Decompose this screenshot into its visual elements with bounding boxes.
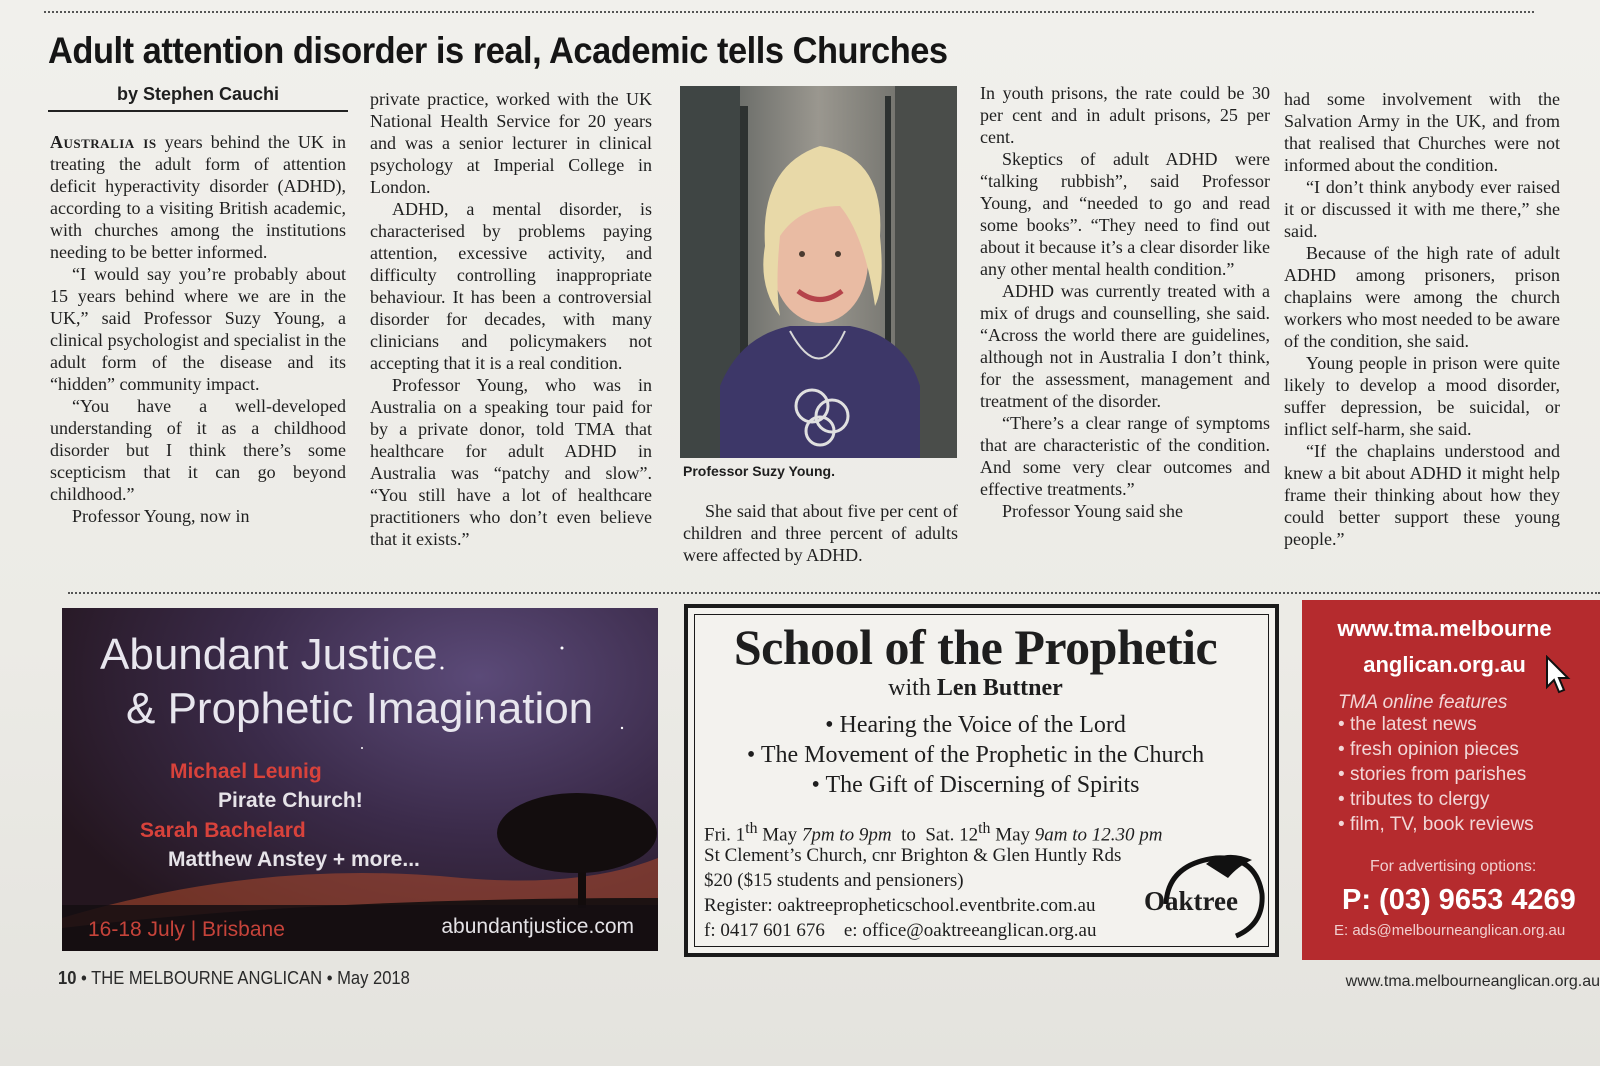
photo-caption: Professor Suzy Young. [683, 463, 835, 479]
article-paragraph: ADHD, a mental disorder, is characterised by problems paying attention, excessive activity, and difficulty controlling inappropriate behaviour. It has been a controversial disorder for decades, with many clinicians and policymakers not accepting that it is a real condition. [370, 199, 652, 373]
article-column-3 [683, 500, 958, 566]
ad-presenter: with Len Buttner [888, 675, 1063, 701]
ad-bullet-2: • The Movement of the Prophetic in the Church [746, 742, 1205, 768]
article-paragraph: Professor Young, who was in Australia on a speaking tour paid for by a private donor, told TMA that healthcare for adult ADHD in Australia was “patchy and slow”. “You still have a lot of healthcare practitioners who don’t even believe that it exists.” [370, 375, 652, 549]
ad-url: abundantjustice.com [441, 915, 634, 938]
ad-bullet-3: • The Gift of Discerning of Spirits [811, 772, 1140, 798]
ad-title-line-1: Abundant Justice [100, 630, 438, 679]
portrait-illustration [680, 86, 957, 458]
ad-title-line-2: & Prophetic Imagination [126, 684, 594, 733]
article-paragraph: “I would say you’re probably about 15 years behind where we are in the UK,” said Professor Suzy Young, a clinical psychologist and specialist in the adult form of the disease and its “hidden” community impact. [50, 264, 346, 394]
tma-features-list [1338, 712, 1534, 837]
article-column-4 [980, 82, 1270, 522]
oaktree-logo-text: Oaktree [1144, 886, 1238, 916]
abundant-justice-ad [62, 608, 658, 951]
speaker-1: Michael Leunig [170, 760, 322, 783]
article-paragraph: In youth prisons, the rate could be 30 per cent and in adult prisons, 25 per cent. [980, 83, 1270, 147]
ad-register: Register: oaktreepropheticschool.eventbrite.com.au [704, 895, 1096, 916]
ad-contact: f: 0417 601 676 e: office@oaktreeanglican.org.au [704, 920, 1097, 941]
lead-small-caps: Australia is [50, 132, 157, 152]
speaker-2: Pirate Church! [218, 789, 363, 812]
ad-title: School of the Prophetic [733, 619, 1218, 675]
tma-advertising-label: For advertising options: [1370, 858, 1537, 875]
tma-url-line-1: www.tma.melbourne [1337, 616, 1552, 641]
list-item: • the latest news [1338, 712, 1534, 737]
school-of-prophetic-ad [684, 604, 1279, 957]
ads-divider [68, 592, 1600, 594]
article-paragraph: Professor Young said she [1002, 501, 1184, 521]
article-paragraph: “If the chaplains understood and knew a bit about ADHD it might help frame their thinking about how they could better support these young people.” [1284, 441, 1560, 549]
speaker-3: Sarah Bachelard [140, 819, 306, 842]
publication-name: • THE MELBOURNE ANGLICAN • May 2018 [76, 968, 410, 988]
article-paragraph: Skeptics of adult ADHD were “talking rubbish”, said Professor Young, and “needed to go and read some books”. “They need to find out about it because it’s a clear disorder like any other mental health condition.” [980, 149, 1270, 279]
tma-url-line-2: anglican.org.au [1363, 652, 1526, 677]
list-item: • stories from parishes [1338, 762, 1534, 787]
tma-online-ad [1302, 600, 1600, 960]
article-paragraph: ADHD was currently treated with a mix of drugs and counselling, she said. “Across the world there are guidelines, although not in Australia I don’t think, for the assessment, management and treatment of the disorder. [980, 281, 1270, 411]
tma-features-title: TMA online features [1338, 692, 1508, 713]
speaker-4: Matthew Anstey + more... [168, 848, 420, 871]
article-column-1 [50, 131, 346, 527]
article-byline: by Stephen Cauchi [48, 84, 348, 112]
ad-bullet-1: • Hearing the Voice of the Lord [825, 712, 1126, 738]
article-column-5 [1284, 88, 1560, 550]
ad-price: $20 ($15 students and pensioners) [704, 870, 964, 891]
page-number: 10 [58, 968, 77, 988]
list-item: • film, TV, book reviews [1338, 812, 1534, 837]
article-paragraph: Young people in prison were quite likely to develop a mood disorder, suffer depression, be suicidal, or inflict self-harm, she said. [1284, 353, 1560, 439]
tma-phone: P: (03) 9653 4269 [1342, 884, 1576, 916]
page-footer [58, 968, 410, 989]
ad-venue: St Clement’s Church, cnr Brighton & Glen Huntly Rds [704, 845, 1122, 866]
article-paragraph: “There’s a clear range of symptoms that are characteristic of the condition. And some very clear outcomes and effective treatments.” [980, 413, 1270, 499]
article-paragraph: “You have a well-developed understanding of it as a childhood disorder but I think there’s some scepticism that it can go beyond childhood.” [50, 396, 346, 504]
oaktree-logo [1146, 844, 1266, 944]
list-item: • tributes to clergy [1338, 787, 1534, 812]
article-paragraph: had some involvement with the Salvation Army in the UK, and from that realised that Churches were not informed about the condition. [1284, 89, 1560, 175]
article-column-2 [370, 88, 652, 550]
article-paragraph: Because of the high rate of adult ADHD among prisoners, prison chaplains were among the church workers who most needed to be aware of the condition, she said. [1284, 243, 1560, 351]
article-paragraph: Professor Young, now in [72, 506, 250, 526]
article-paragraph: private practice, worked with the UK National Health Service for 20 years and was a senior lecturer in clinical psychology at Imperial College in London. [370, 89, 652, 197]
list-item: • fresh opinion pieces [1338, 737, 1534, 762]
tma-email: E: ads@melbourneanglican.org.au [1334, 922, 1566, 939]
article-paragraph: “I don’t think anybody ever raised it or discussed it with me there,” she said. [1284, 177, 1560, 241]
article-headline: Adult attention disorder is real, Academic tells Churches [48, 30, 948, 71]
footer-url: www.tma.melbourneanglican.org.au [1345, 973, 1600, 990]
top-divider [44, 11, 1534, 13]
article-paragraph: She said that about five per cent of children and three percent of adults were affected by ADHD. [683, 501, 958, 565]
mouse-pointer-icon [1545, 655, 1571, 695]
article-lead-paragraph: Australia is years behind the UK in treating the adult form of attention deficit hyperactivity disorder (ADHD), according to a visiting British academic, with churches among the institutions needing to be better informed. [50, 132, 346, 262]
professor-portrait-photo [680, 86, 957, 458]
ad-dates: Fri. 1th May 7pm to 9pm to Sat. 12th May 9am to 12.30 pm [704, 820, 1163, 846]
ad-dates: 16-18 July | Brisbane [88, 918, 285, 941]
